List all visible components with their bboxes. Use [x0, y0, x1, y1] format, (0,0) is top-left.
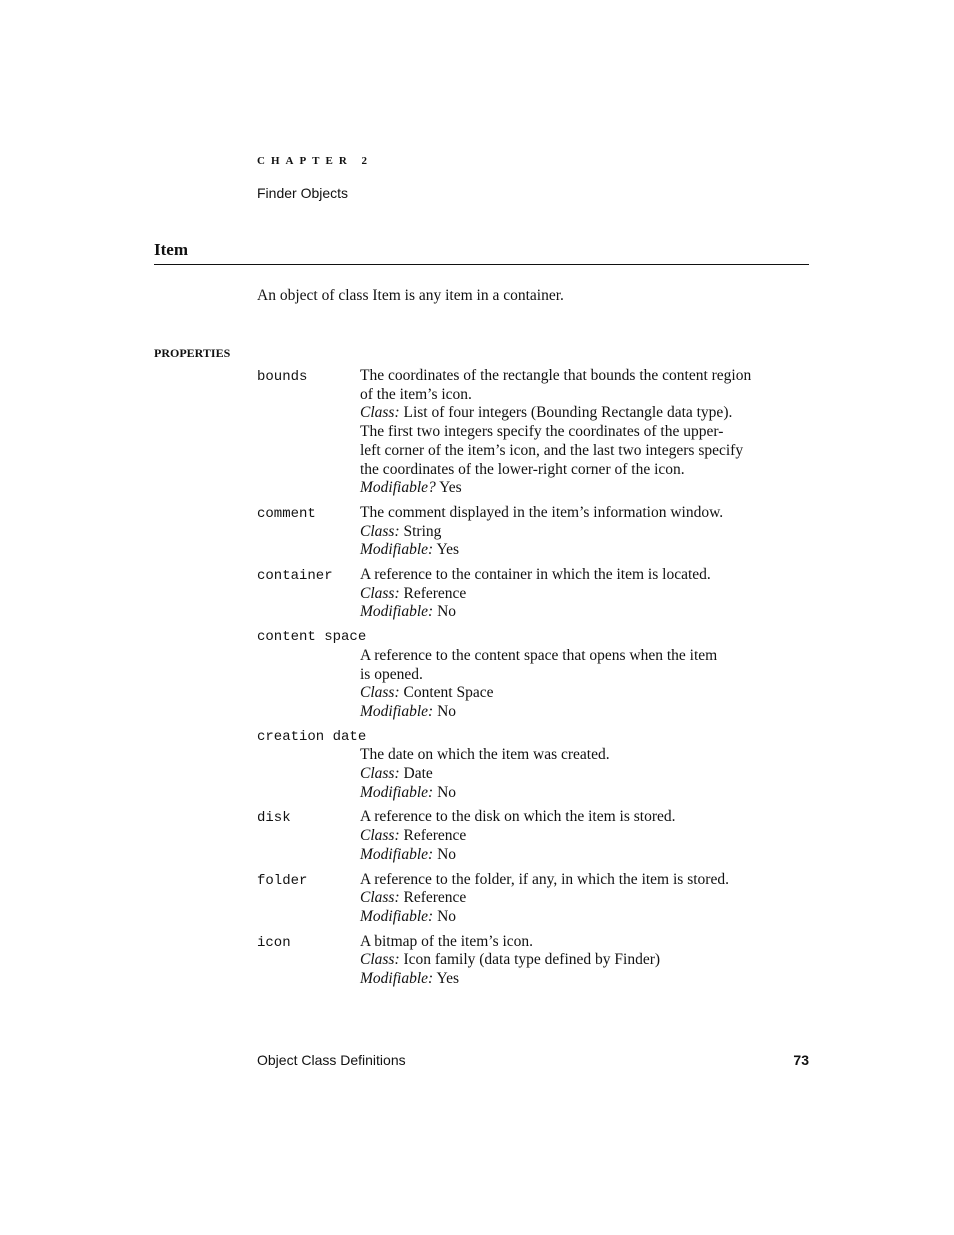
class-value: Icon family (data type defined by Finder) — [399, 951, 661, 969]
description-line: A reference to the content space that opens when the item — [360, 646, 718, 664]
description-line: A bitmap of the item’s icon. — [360, 932, 534, 950]
class-value: String — [399, 522, 442, 540]
class-value: Date — [399, 765, 433, 783]
class-value: Reference — [399, 889, 467, 907]
property-name: icon — [257, 934, 291, 951]
class-line — [360, 765, 802, 784]
chapter-label: CHAPTER 2 — [257, 155, 374, 167]
class-line — [360, 684, 802, 703]
modifiable-label: Modifiable: — [360, 845, 434, 863]
modifiable-value: No — [433, 783, 457, 801]
class-value: left corner of the item’s icon, and the last two integers specify — [360, 441, 744, 459]
modifiable-label: Modifiable: — [360, 970, 434, 988]
property-name: disk — [257, 810, 291, 827]
property-name: bounds — [257, 369, 308, 385]
property-entry — [257, 871, 802, 927]
modifiable-line — [360, 784, 802, 803]
modifiable-value: No — [433, 603, 457, 621]
property-description — [360, 367, 802, 498]
section-divider — [154, 264, 809, 265]
class-label: Class: — [360, 522, 400, 540]
property-name: folder — [257, 872, 308, 889]
property-entry — [257, 504, 802, 560]
class-line — [360, 889, 802, 908]
properties-list — [257, 367, 802, 995]
modifiable-line — [360, 479, 802, 498]
section-intro: An object of class Item is any item in a container. — [257, 287, 564, 304]
class-label: Class: — [360, 404, 400, 422]
modifiable-line — [360, 908, 802, 927]
class-value: Content Space — [399, 684, 494, 702]
description-line: A reference to the container in which the item is located. — [360, 566, 711, 584]
property-description — [360, 647, 802, 722]
property-entry — [257, 728, 802, 803]
property-entry — [257, 933, 802, 989]
property-description — [360, 933, 802, 989]
class-label: Class: — [360, 951, 400, 969]
section-title: Item — [154, 240, 188, 259]
description-line: is opened. — [360, 665, 423, 683]
property-description — [360, 504, 802, 560]
modifiable-label: Modifiable: — [360, 541, 434, 559]
class-value: The first two integers specify the coordinates of the upper- — [360, 423, 724, 441]
property-entry — [257, 808, 802, 864]
class-line — [360, 404, 802, 423]
modifiable-label: Modifiable? — [360, 479, 436, 497]
description-line: The coordinates of the rectangle that bounds the content region — [360, 367, 752, 384]
class-detail-line — [360, 442, 802, 461]
description-line: The comment displayed in the item’s information window. — [360, 503, 724, 521]
modifiable-label: Modifiable: — [360, 783, 434, 801]
description-line: The date on which the item was created. — [360, 746, 610, 764]
class-label: Class: — [360, 584, 400, 602]
chapter-title: Finder Objects — [257, 185, 349, 201]
description-line: of the item’s icon. — [360, 385, 472, 403]
class-label: Class: — [360, 827, 400, 845]
property-name: creation date — [257, 728, 367, 745]
footer-section-name: Object Class Definitions — [257, 1052, 406, 1068]
class-line — [360, 827, 802, 846]
class-value: List of four integers (Bounding Rectangle data type). — [399, 404, 733, 422]
class-label: Class: — [360, 684, 400, 702]
modifiable-line — [360, 970, 802, 989]
modifiable-label: Modifiable: — [360, 702, 434, 720]
class-detail-line — [360, 423, 802, 442]
property-entry — [257, 628, 802, 722]
property-description — [360, 871, 802, 927]
modifiable-value: Yes — [433, 541, 460, 559]
class-value: Reference — [399, 827, 467, 845]
property-name: comment — [257, 505, 316, 522]
modifiable-line — [360, 703, 802, 722]
class-label: Class: — [360, 765, 400, 783]
modifiable-line — [360, 603, 802, 622]
modifiable-value: Yes — [433, 970, 460, 988]
modifiable-line — [360, 846, 802, 865]
class-label: Class: — [360, 889, 400, 907]
property-description — [360, 746, 802, 802]
modifiable-value: No — [433, 845, 457, 863]
modifiable-label: Modifiable: — [360, 603, 434, 621]
class-line — [360, 585, 802, 604]
modifiable-value: Yes — [435, 479, 462, 497]
property-name: container — [257, 568, 333, 585]
class-value: Reference — [399, 584, 467, 602]
class-value: the coordinates of the lower-right corner of the icon. — [360, 460, 685, 478]
page-number: 73 — [793, 1052, 809, 1068]
modifiable-line — [360, 541, 802, 560]
description-line: A reference to the folder, if any, in which the item is stored. — [360, 870, 729, 888]
property-description — [360, 566, 802, 622]
class-line — [360, 951, 802, 970]
class-detail-line — [360, 461, 802, 480]
modifiable-label: Modifiable: — [360, 907, 434, 925]
property-description — [360, 808, 802, 864]
properties-label: PROPERTIES — [154, 346, 231, 360]
property-name: content space — [257, 629, 367, 646]
description-line: A reference to the disk on which the item is stored. — [360, 808, 676, 826]
property-entry — [257, 566, 802, 622]
modifiable-value: No — [433, 907, 457, 925]
modifiable-value: No — [433, 702, 457, 720]
property-entry — [257, 367, 802, 498]
class-line — [360, 523, 802, 542]
